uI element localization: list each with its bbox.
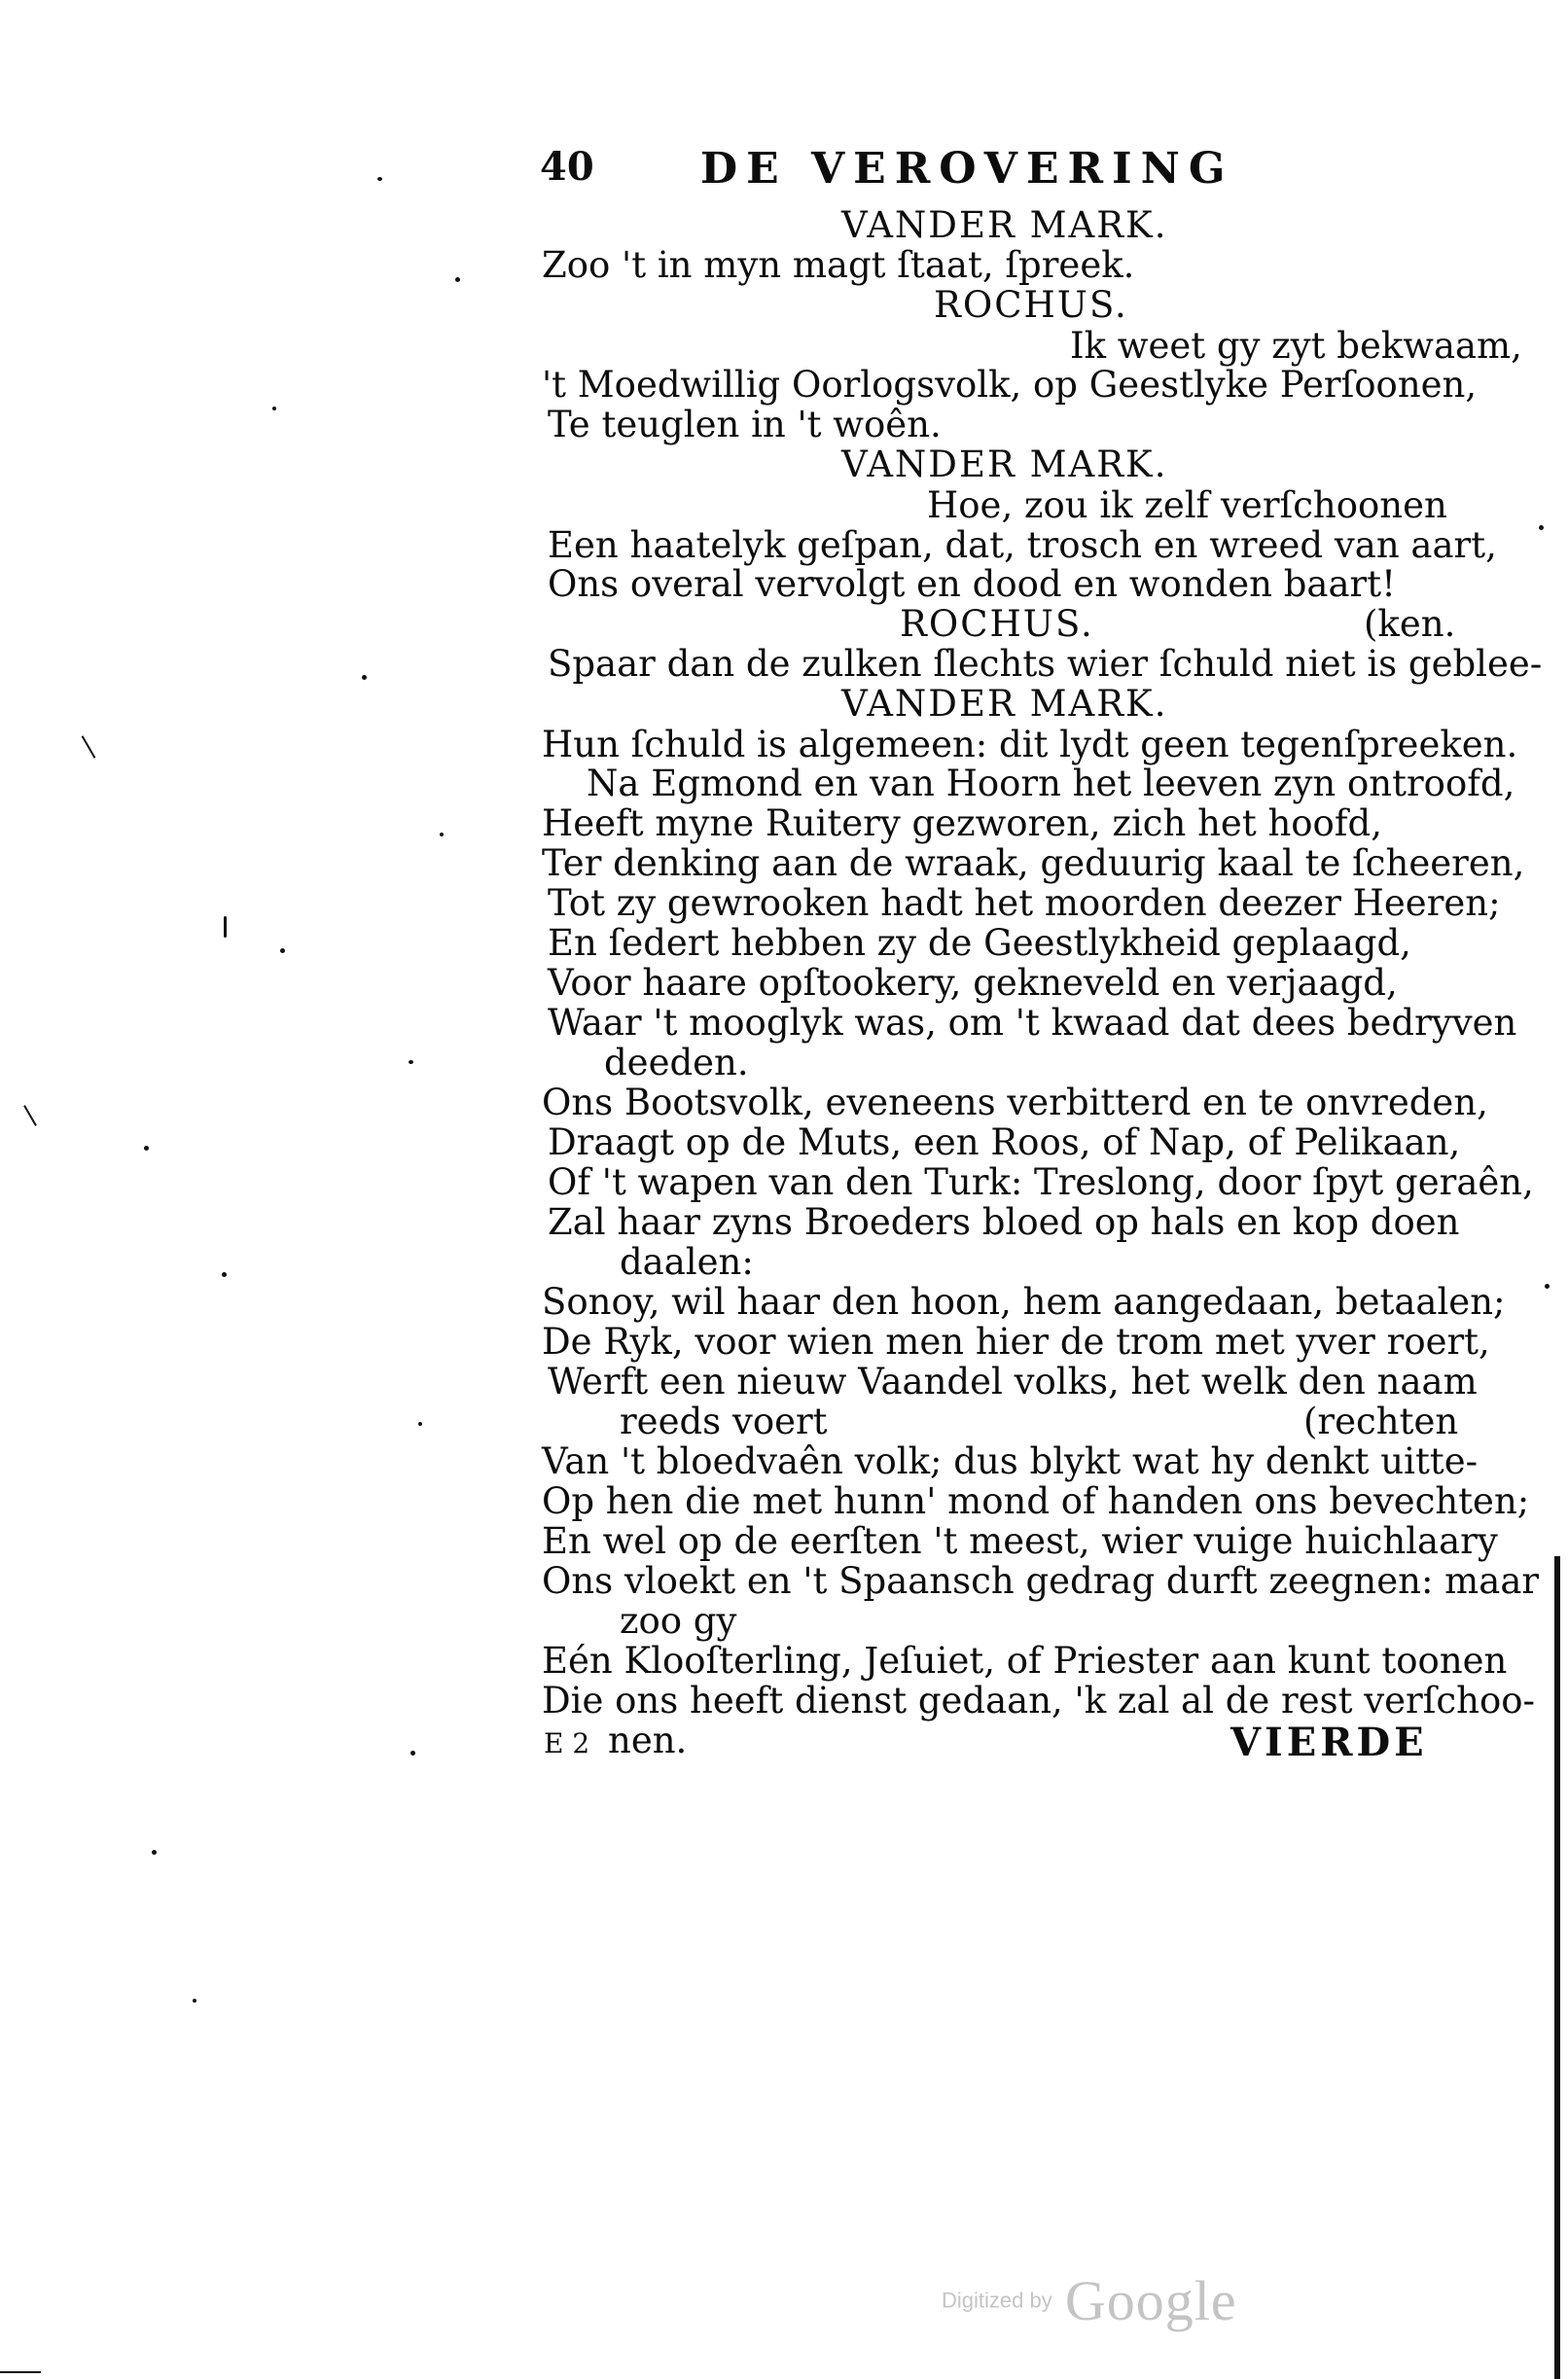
verse-line: Zal haar zyns Broeders bloed op hals en kop doen [548, 1201, 1460, 1243]
verse-line: Zoo 't in myn magt ſtaat, ſpreek. [542, 244, 1135, 286]
running-title: DE VEROVERING [700, 144, 1234, 194]
verse-line: zoo gy [620, 1600, 737, 1642]
scan-speck [1545, 1284, 1550, 1289]
verse-line: En ſedert hebben zy de Geestlykheid geplaagd, [548, 922, 1411, 964]
verse-line: 't Moedwillig Oorlogsvolk, op Geestlyke Perſoonen, [542, 364, 1478, 406]
verse-line: Ter denking aan de wraak, geduurig kaal te ſcheeren, [542, 842, 1525, 884]
scan-speck [280, 948, 285, 953]
verse-line: De Ryk, voor wien men hier de trom met yver roert, [542, 1321, 1490, 1363]
speaker-label: ROCHUS. [900, 603, 1094, 645]
scan-speck [224, 916, 227, 938]
speaker-label: VANDER MARK. [841, 683, 1168, 725]
google-logo: Google [1064, 2269, 1237, 2332]
scan-speck [272, 407, 276, 410]
verse-line: En wel op de eerſten 't meest, wier vuige huichlaary [542, 1520, 1498, 1562]
google-watermark [942, 2268, 1237, 2332]
page-number: 40 [540, 144, 594, 190]
verse-line: Een haatelyk geſpan, dat, trosch en wreed van aart, [548, 524, 1497, 566]
verse-line: nen. [608, 1720, 688, 1761]
verse-line: Sonoy, wil haar den hoon, hem aangedaan, betaalen; [542, 1281, 1506, 1323]
turnover-line-end: (rechten [1303, 1401, 1459, 1442]
scan-speck [362, 675, 367, 680]
scan-speck [222, 1272, 227, 1277]
scan-speck [144, 1146, 149, 1151]
signature-mark: E 2 [544, 1727, 590, 1759]
scan-stroke [82, 735, 96, 759]
scan-speck [152, 1850, 157, 1855]
speaker-label: VANDER MARK. [841, 204, 1168, 246]
verse-line: Van 't bloedvaên volk; dus blykt wat hy denkt uitte- [542, 1440, 1479, 1482]
verse-line: Ons Bootsvolk, eveneens verbitterd en te onvreden, [542, 1082, 1488, 1123]
verse-line: Voor haare opſtookery, gekneveld en verjaagd, [548, 962, 1398, 1004]
scan-speck [410, 1751, 415, 1756]
verse-line: Ons vloekt en 't Spaansch gedrag durft zeegnen: maar [542, 1560, 1540, 1602]
verse-line: daalen: [620, 1241, 754, 1283]
verse-line: Ons overal vervolgt en dood en wonden baart! [548, 563, 1396, 605]
verse-line: Die ons heeft dienst gedaan, 'k zal al de rest verſchoo- [542, 1680, 1536, 1722]
verse-line: Eén Klooſterling, Jeſuiet, of Priester aan kunt toonen [542, 1640, 1508, 1682]
page-edge-shadow [1554, 1556, 1560, 2379]
verse-line: Op hen die met hunn' mond of handen ons bevechten; [542, 1480, 1530, 1522]
scan-speck [455, 277, 460, 282]
verse-line: Heeft myne Ruitery gezworen, zich het hoofd, [542, 802, 1382, 844]
verse-line: Na Egmond en van Hoorn het leeven zyn ontroofd, [587, 763, 1515, 804]
verse-line: Hun ſchuld is algemeen: dit lydt geen tegenſpreeken. [542, 724, 1518, 765]
running-head [540, 144, 1454, 195]
speaker-label: VANDER MARK. [841, 444, 1168, 485]
scan-speck [193, 1999, 196, 2003]
scan-speck [1539, 525, 1544, 530]
scan-speck [377, 177, 382, 181]
scan-stroke [0, 2371, 41, 2373]
scan-stroke [23, 1105, 37, 1126]
scan-speck [409, 1060, 413, 1064]
verse-line: deeden. [604, 1042, 749, 1083]
verse-line: Hoe, zou ik zelf verſchoonen [927, 484, 1447, 526]
verse-line: Te teuglen in 't woên. [548, 404, 942, 445]
verse-line: reeds voert [620, 1401, 828, 1442]
speaker-label: ROCHUS. [934, 284, 1128, 326]
verse-line: Spaar dan de zulken ſlechts wier ſchuld niet is geblee- [548, 643, 1543, 685]
verse-line: Of 't wapen van den Turk: Treslong, door ſpyt geraên, [548, 1161, 1534, 1203]
watermark-prefix: Digitized by [942, 2288, 1052, 2313]
verse-line: Tot zy gewrooken hadt het moorden deezer Heeren; [548, 882, 1501, 924]
verse-line: Ik weet gy zyt bekwaam, [1070, 325, 1522, 367]
verse-line: Waar 't mooglyk was, om 't kwaad dat dees bedryven [548, 1002, 1517, 1044]
scan-speck [440, 833, 444, 836]
verse-line: Werft een nieuw Vaandel volks, het welk den naam [548, 1361, 1478, 1403]
verse-line: Draagt op de Muts, een Roos, of Nap, of Pelikaan, [548, 1121, 1461, 1163]
catchword: VIERDE [1230, 1720, 1428, 1765]
turnover-line-end: (ken. [1364, 603, 1456, 645]
scan-speck [418, 1422, 422, 1426]
